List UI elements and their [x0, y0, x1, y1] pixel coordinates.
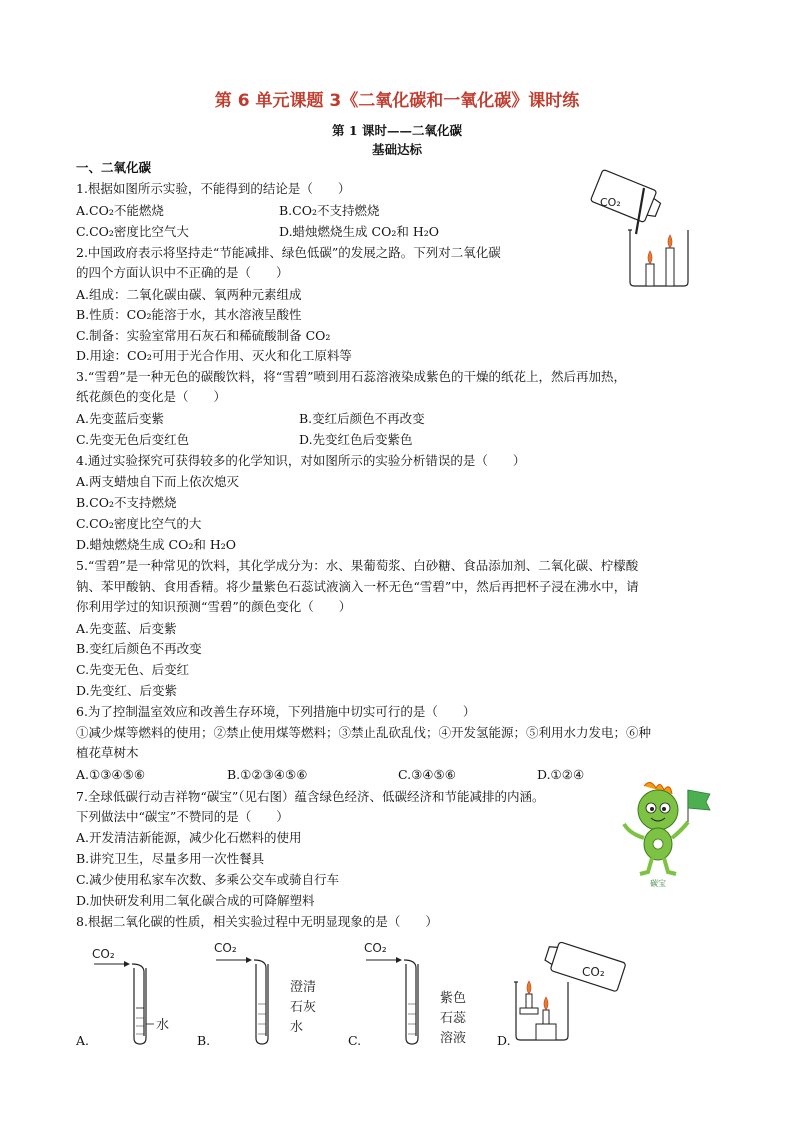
q8-b-limewater-line1: 澄清 [290, 980, 317, 995]
q5-stem-line2: 钠、苯甲酸钠、食用香精。将少量紫色石蕊试液滴入一杯无色“雪碧”中，然后再把杯子浸在沸水中，请 [76, 579, 639, 594]
q8-c-litmus-line2: 石蕊 [440, 1011, 467, 1026]
q5-stem-line1: 5.“雪碧”是一种常见的饮料，其化学成分为：水、果葡萄浆、白砂糖、食品添加剂、二氧化碳、柠檬酸 [76, 558, 639, 573]
q8-option-c-label: C. [348, 1033, 362, 1048]
q8-option-b-label: B. [197, 1033, 211, 1048]
lesson-subtitle: 第 1 课时——二氧化碳 [332, 123, 462, 138]
level-subtitle: 基础达标 [371, 142, 422, 157]
q7-stem-line2: 下列做法中“碳宝”不赞同的是（ ） [76, 809, 289, 824]
q3-option-a: A.先变蓝后变紫 [76, 411, 165, 426]
q6-list-line2: 植花草树木 [76, 745, 139, 760]
q4-option-a: A.两支蜡烛自下而上依次熄灭 [76, 474, 240, 489]
q8-a-co2-label: CO₂ [92, 947, 115, 961]
q8-test-tube-limewater [210, 938, 317, 1048]
q2-option-b: B.性质：CO₂能溶于水，其水溶液呈酸性 [76, 307, 302, 322]
q8-option-a-label: A. [76, 1033, 90, 1048]
q1-stem: 1.根据如图所示实验，不能得到的结论是（ ） [76, 181, 351, 196]
q8-b-co2-label: CO₂ [214, 941, 237, 955]
q8-b-limewater-line3: 水 [290, 1020, 304, 1035]
q8-stem: 8.根据二氧化碳的性质，相关实验过程中无明显现象的是（ ） [76, 914, 438, 929]
q1-option-d: D.蜡烛燃烧生成 CO₂和 H₂O [279, 224, 439, 239]
q5-option-c: C.先变无色、后变红 [76, 662, 190, 677]
q8-beaker-candles [508, 938, 638, 1048]
q6-stem: 6.为了控制温室效应和改善生存环境，下列措施中切实可行的是（ ） [76, 704, 476, 719]
q6-option-b: B.①②③④⑤⑥ [227, 767, 308, 782]
q7-option-a: A.开发清洁新能源，减少化石燃料的使用 [76, 830, 302, 845]
q4-option-c: C.CO₂密度比空气的大 [76, 516, 202, 531]
q6-list-line1: ①减少煤等燃料的使用；②禁止使用煤等燃料；③禁止乱砍乱伐；④开发氢能源；⑤利用水力发电；⑥种 [76, 725, 652, 740]
q1-option-c: C.CO₂密度比空气大 [76, 224, 189, 239]
q4-stem: 4.通过实验探究可获得较多的化学知识，对如图所示的实验分析错误的是（ ） [76, 453, 526, 468]
q8-b-limewater-line2: 石灰 [290, 1000, 317, 1015]
tanbao-mascot-figure [616, 778, 712, 888]
section-heading: 一、二氧化碳 [76, 160, 152, 175]
q7-option-c: C.减少使用私家车次数、多乘公交车或骑自行车 [76, 872, 340, 887]
q1-option-a: A.CO₂不能燃烧 [76, 203, 164, 218]
q2-option-a: A.组成：二氧化碳由碳、氧两种元素组成 [76, 287, 302, 302]
q4-option-b: B.CO₂不支持燃烧 [76, 495, 177, 510]
q1-option-b: B.CO₂不支持燃烧 [279, 203, 380, 218]
q5-option-d: D.先变红、后变紫 [76, 683, 178, 698]
fig1-co2-label: CO₂ [600, 196, 621, 209]
q3-stem-line2: 纸花颜色的变化是（ ） [76, 389, 227, 404]
q8-d-co2-label: CO₂ [582, 965, 605, 979]
q5-option-b: B.变红后颜色不再改变 [76, 641, 202, 656]
mascot-label: 碳宝 [650, 879, 666, 888]
q7-option-d: D.加快研发利用二氧化碳合成的可降解塑料 [76, 893, 315, 908]
q8-test-tube-litmus [360, 938, 470, 1048]
q3-option-b: B.变红后颜色不再改变 [299, 411, 425, 426]
q5-stem-line3: 你利用学过的知识预测“雪碧”的颜色变化（ ） [76, 599, 352, 614]
q8-test-tube-water [88, 938, 188, 1048]
q2-option-d: D.用途：CO₂可用于光合作用、灭火和化工原料等 [76, 348, 352, 363]
q6-option-a: A.①③④⑤⑥ [76, 767, 146, 782]
q7-option-b: B.讲究卫生，尽量多用一次性餐具 [76, 851, 265, 866]
page-title: 第 6 单元课题 3《二氧化碳和一氧化碳》课时练 [214, 91, 580, 111]
q6-option-d: D.①②④ [537, 767, 585, 782]
q3-option-c: C.先变无色后变红色 [76, 432, 190, 447]
q3-option-d: D.先变红色后变紫色 [299, 432, 413, 447]
q6-option-c: C.③④⑤⑥ [398, 767, 456, 782]
q8-c-litmus-line1: 紫色 [440, 991, 467, 1006]
q8-c-co2-label: CO₂ [364, 941, 387, 955]
q4-option-d: D.蜡烛燃烧生成 CO₂和 H₂O [76, 537, 236, 552]
q8-a-water-label: 水 [156, 1018, 170, 1033]
co2-beaker-figure [586, 168, 696, 292]
q8-option-d-label: D. [497, 1033, 511, 1048]
q2-option-c: C.制备：实验室常用石灰石和稀硫酸制备 CO₂ [76, 328, 331, 343]
q3-stem-line1: 3.“雪碧”是一种无色的碳酸饮料，将“雪碧”喷到用石蕊溶液染成紫色的干燥的纸花上，然后再加热， [76, 369, 626, 384]
q2-stem-line2: 的四个方面认识中不正确的是（ ） [76, 265, 289, 280]
q7-stem-line1: 7.全球低碳行动吉祥物“碳宝”（见右图）蕴含绿色经济、低碳经济和节能减排的内涵。 [76, 789, 545, 804]
q2-stem-line1: 2.中国政府表示将坚持走“节能减排、绿色低碳”的发展之路。下列对二氧化碳 [76, 245, 501, 260]
q5-option-a: A.先变蓝、后变紫 [76, 621, 177, 636]
q8-c-litmus-line3: 溶液 [440, 1031, 467, 1046]
